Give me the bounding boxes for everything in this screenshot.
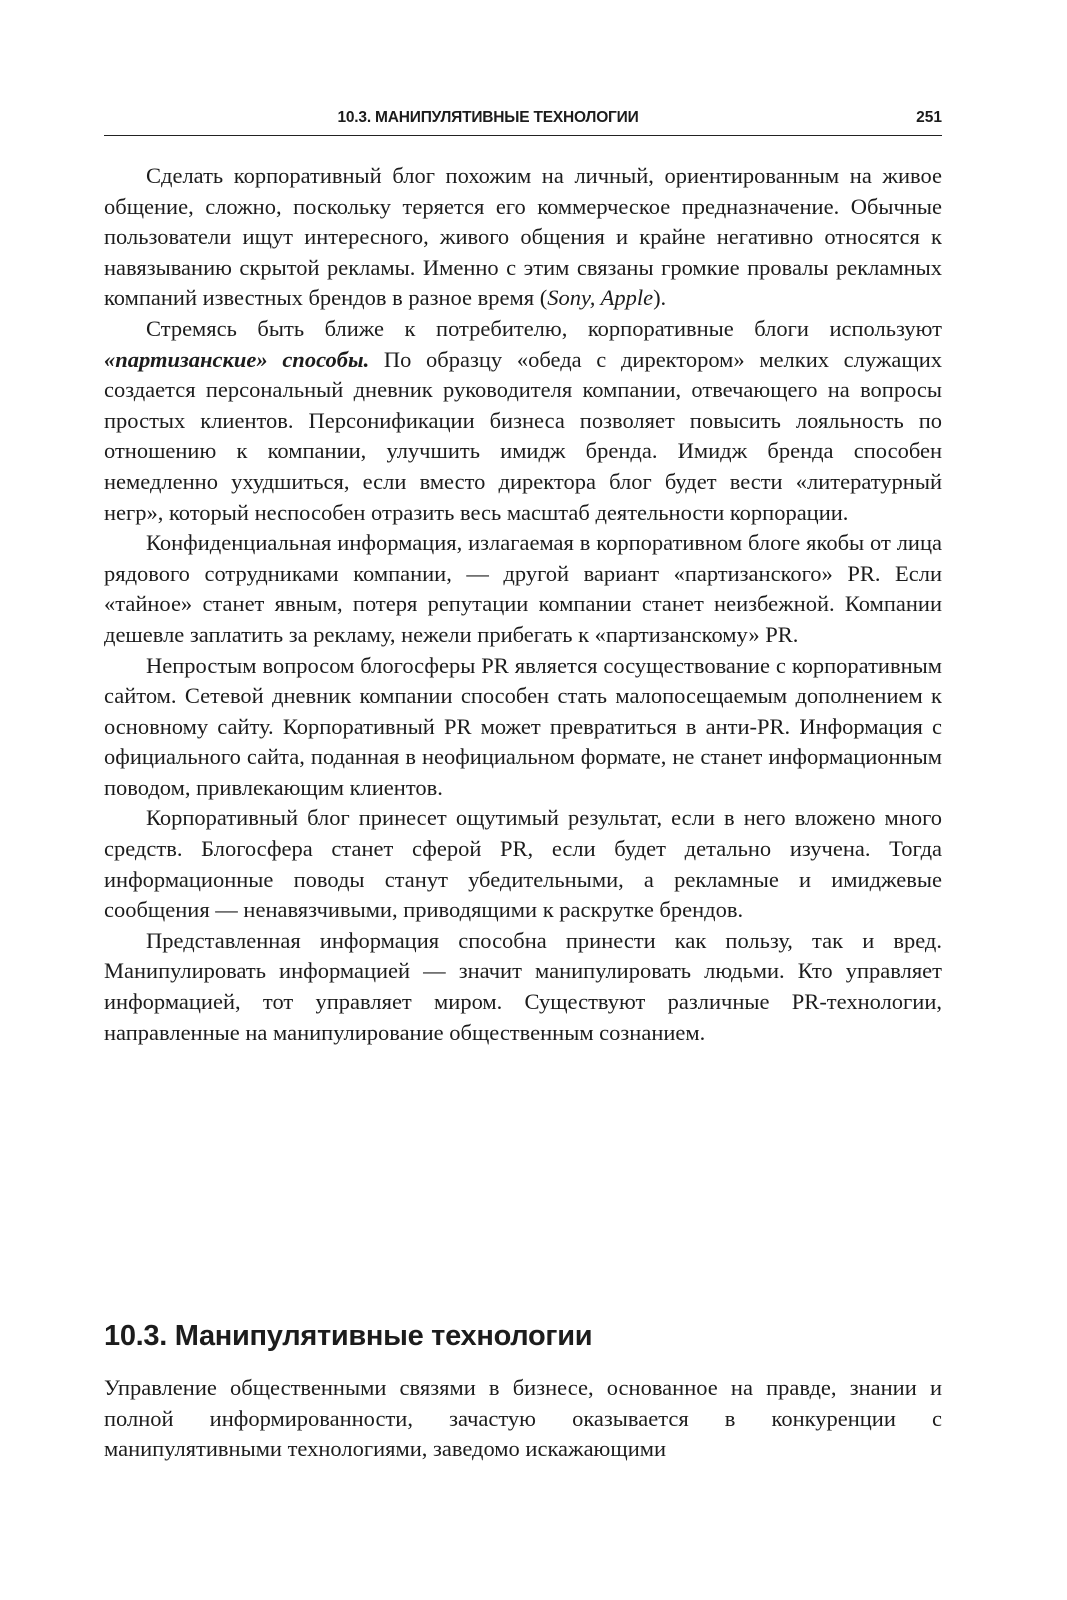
running-title: 10.3. МАНИПУЛЯТИВНЫЕ ТЕХНОЛОГИИ (337, 109, 639, 126)
paragraph-3: Конфиденциальная информация, излагаемая в корпоративном блоге якобы от лица рядового сотрудниками компании, — другой вариант «партизанского» PR. Если «тайное» станет явным, потеря репутации компании станет неизбежной. Компании дешевле заплатить за рекламу, нежели прибегать к «партизанскому» PR. (104, 530, 942, 647)
body-text (104, 161, 942, 1048)
paragraph-1-brands: Sony, Apple (547, 285, 654, 311)
paragraph-1-text: Сделать корпоративный блог похожим на личный, ориентированным на живое общение, сложно, поскольку теряется его коммерческое предназначение. Обычные пользователи ищут интересного, живого общения и крайне негативно относятся к навязыванию скрытой рекламы. Именно с этим связаны громкие провалы рекламных компаний известных брендов в разное время ( (104, 163, 942, 311)
section-heading: 10.3. Манипулятивные технологии (104, 1320, 593, 1352)
paragraph-4: Непростым вопросом блогосферы PR является сосуществование с корпоративным сайтом. Сетевой дневник компании способен стать малопосещаемым дополнением к основному сайту. Корпоративный PR может превратиться в анти-PR. Информация с официального сайта, поданная в неофициальном формате, не станет информационным поводом, привлекающим клиентов. (104, 652, 942, 800)
page-number: 251 (916, 109, 942, 126)
paragraph-1 (104, 161, 942, 314)
paragraph-2-text: По образцу «обеда с директором» мелких служащих создается персональный дневник руководителя компании, отвечающего на вопросы простых клиентов. Персонификации бизнеса позволяет повысить лояльность по отношению к компании, улучшить имидж бренда. Имидж бренда способен немедленно ухудшиться, если вместо директора блог будет вести «литературный негр», который неспособен отразить весь масштаб деятельности корпорации. (104, 346, 942, 525)
paragraph-2 (104, 314, 942, 528)
paragraph-2-lead: Стремясь быть ближе к потребителю, корпоративные блоги используют (146, 315, 942, 341)
running-header (104, 103, 942, 136)
section-text (104, 1373, 942, 1465)
paragraph-5: Корпоративный блог принесет ощутимый результат, если в него вложено много средств. Блогосфера станет сферой PR, если будет детально изучена. Тогда информационные поводы станут убедительными, а рекламные и имиджевые сообщения — ненавязчивыми, приводящими к раскрутке брендов. (104, 805, 942, 923)
paragraph-1-tail: ). (653, 285, 667, 311)
paragraph-2-emphasis: «партизанские» способы. (104, 346, 370, 372)
paragraph-6: Представленная информация способна принести как пользу, так и вред. Манипулировать информацией — значит манипулировать людьми. Кто управляет информацией, тот управляет миром. Существуют различные PR-технологии, направленные на манипулирование общественным сознанием. (104, 927, 942, 1045)
section-paragraph-1: Управление общественными связями в бизнесе, основанное на правде, знании и полной информированности, зачастую оказывается в конкуренции с манипулятивными технологиями, заведомо искажающими (104, 1375, 942, 1462)
